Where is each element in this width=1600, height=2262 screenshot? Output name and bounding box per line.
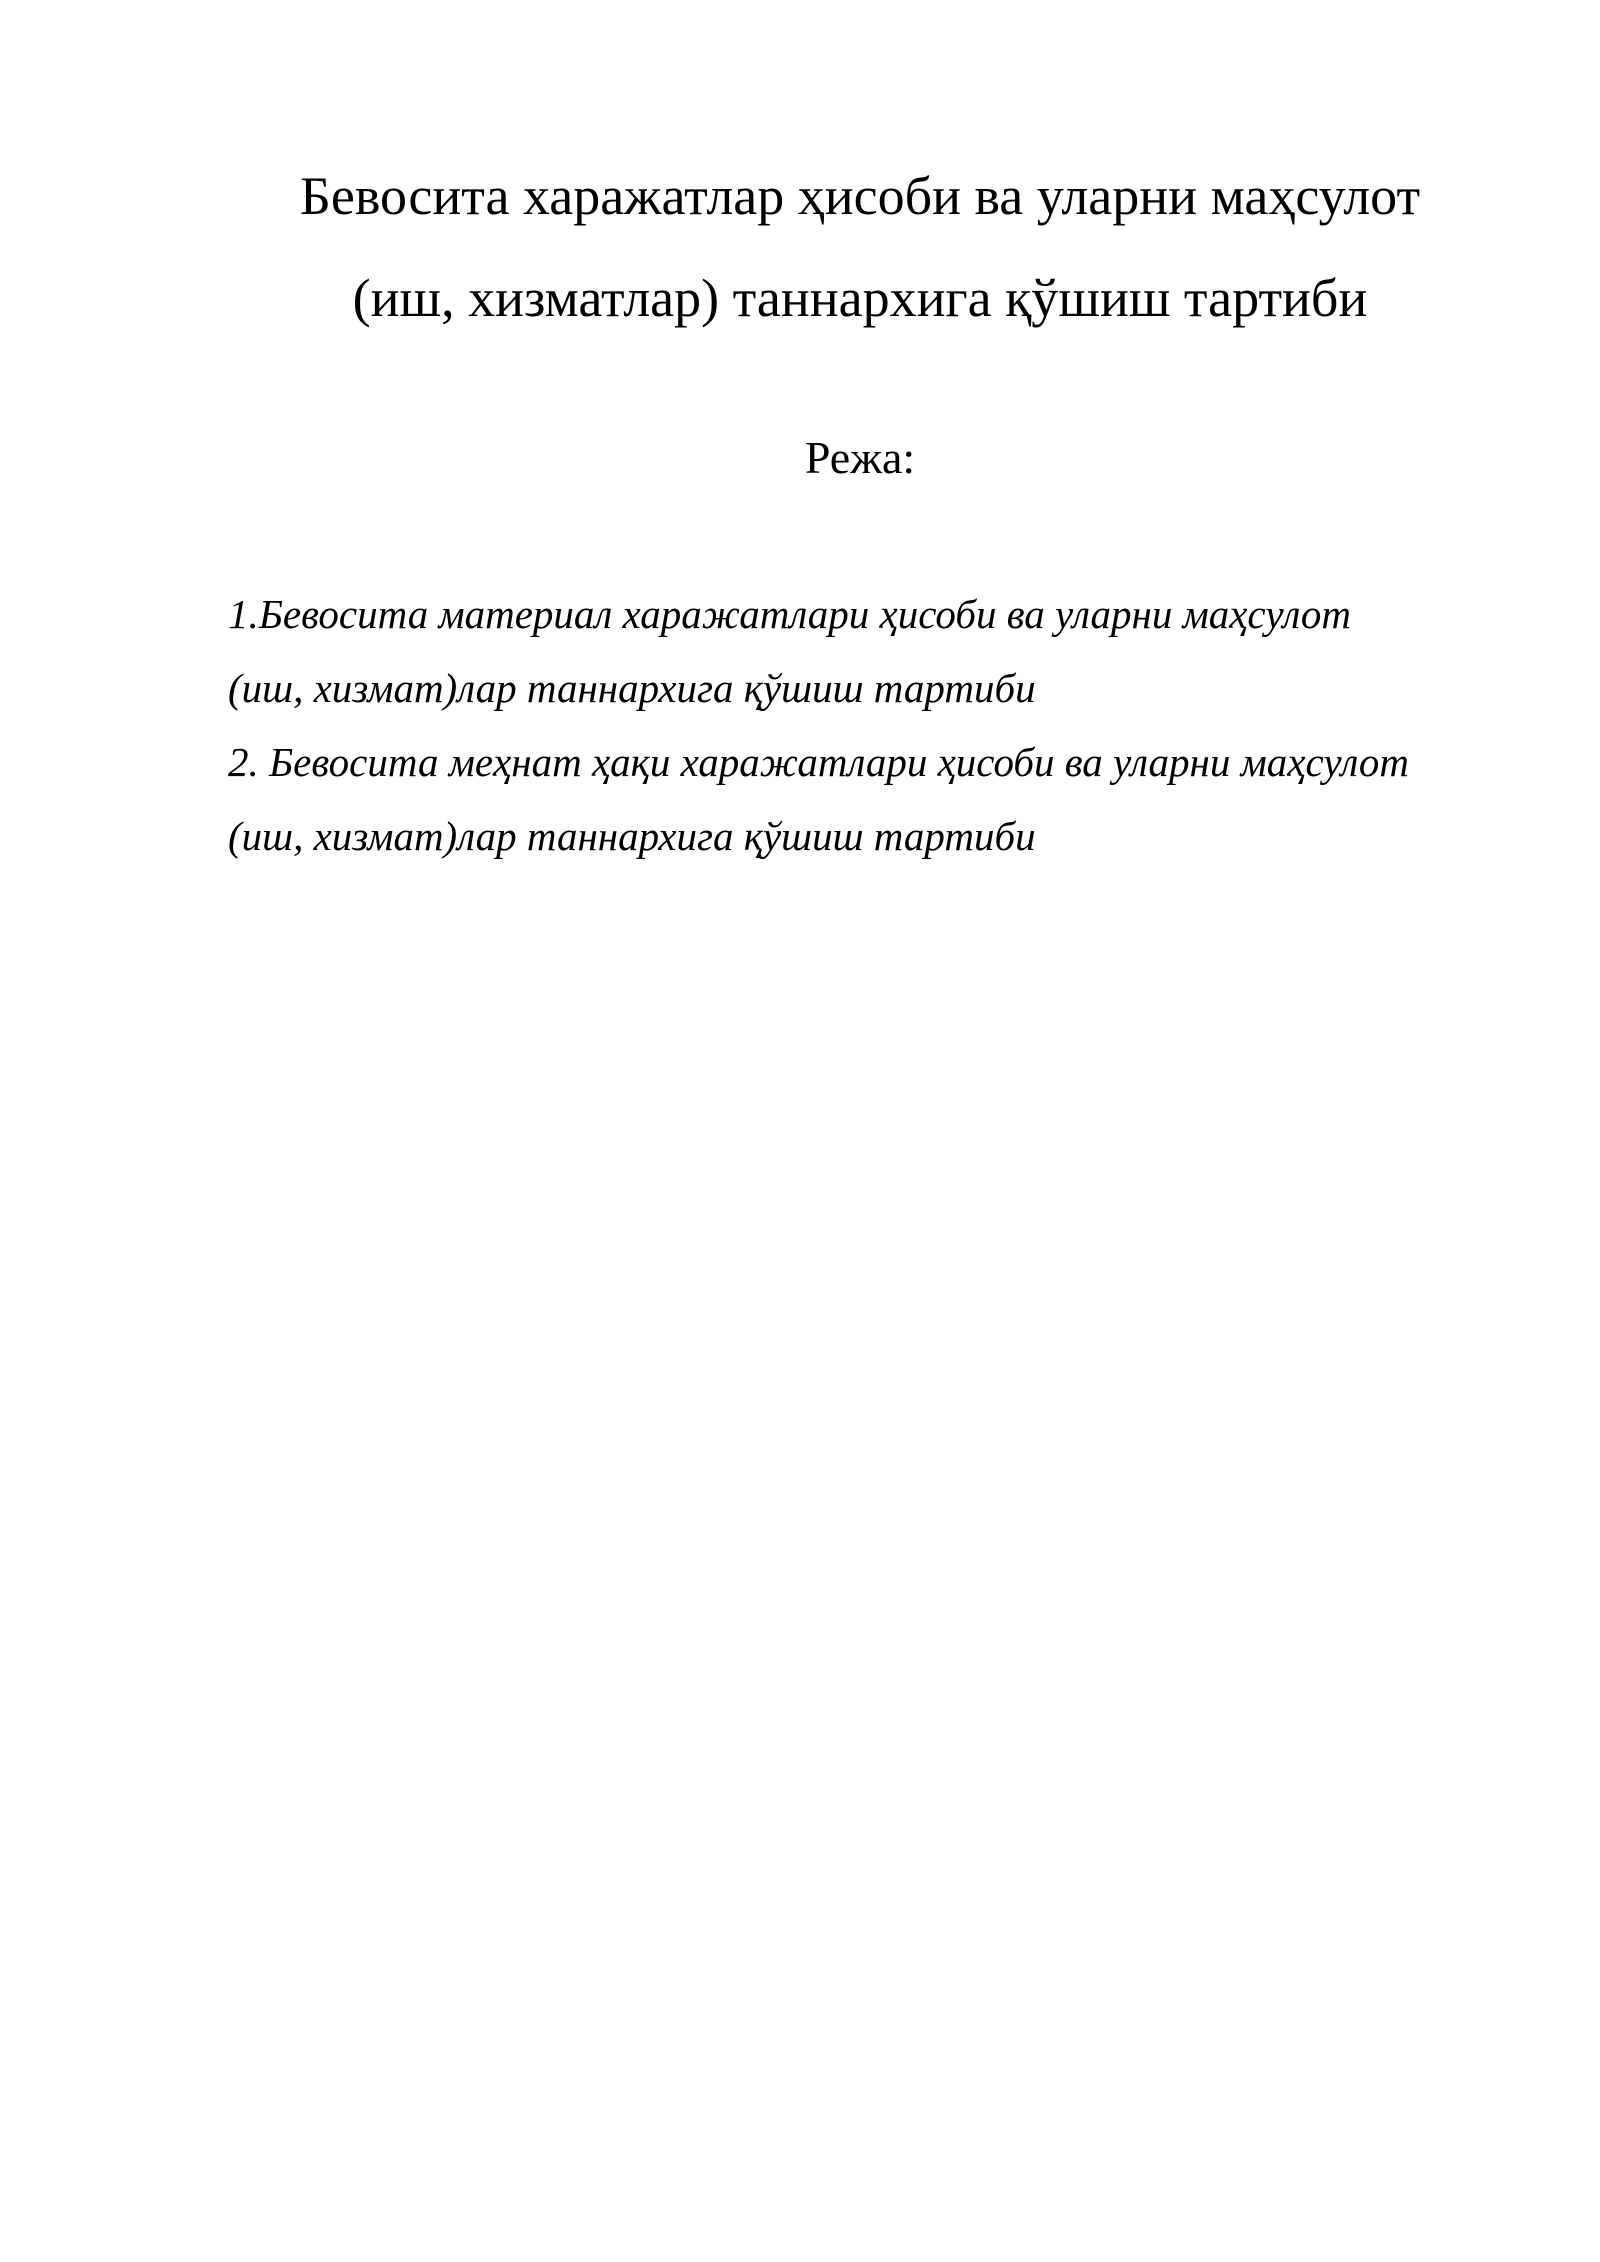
plan-item-line: (иш, хизмат)лар таннархига қўшиш тартиби — [228, 813, 1036, 859]
plan-heading: Режа: — [804, 432, 916, 483]
plan-item-line: 1.Бевосита материал харажатлари ҳисоби ва уларни маҳсулот — [228, 591, 1351, 637]
plan-item-line: (иш, хизмат)лар таннархига қўшиш тартиби — [228, 665, 1036, 711]
page-title — [200, 145, 1520, 349]
plan-item — [228, 577, 1548, 725]
plan-item-line: 2. Бевосита меҳнат ҳақи харажатлари ҳисоби ва уларни маҳсулот — [228, 739, 1409, 785]
title-line-2: (иш, хизматлар) таннархига қўшиш тартиби — [352, 268, 1368, 328]
plan-item — [228, 725, 1548, 873]
title-line-1: Бевосита харажатлар ҳисоби ва уларни маҳсулот — [299, 166, 1421, 226]
plan-list — [228, 577, 1548, 873]
